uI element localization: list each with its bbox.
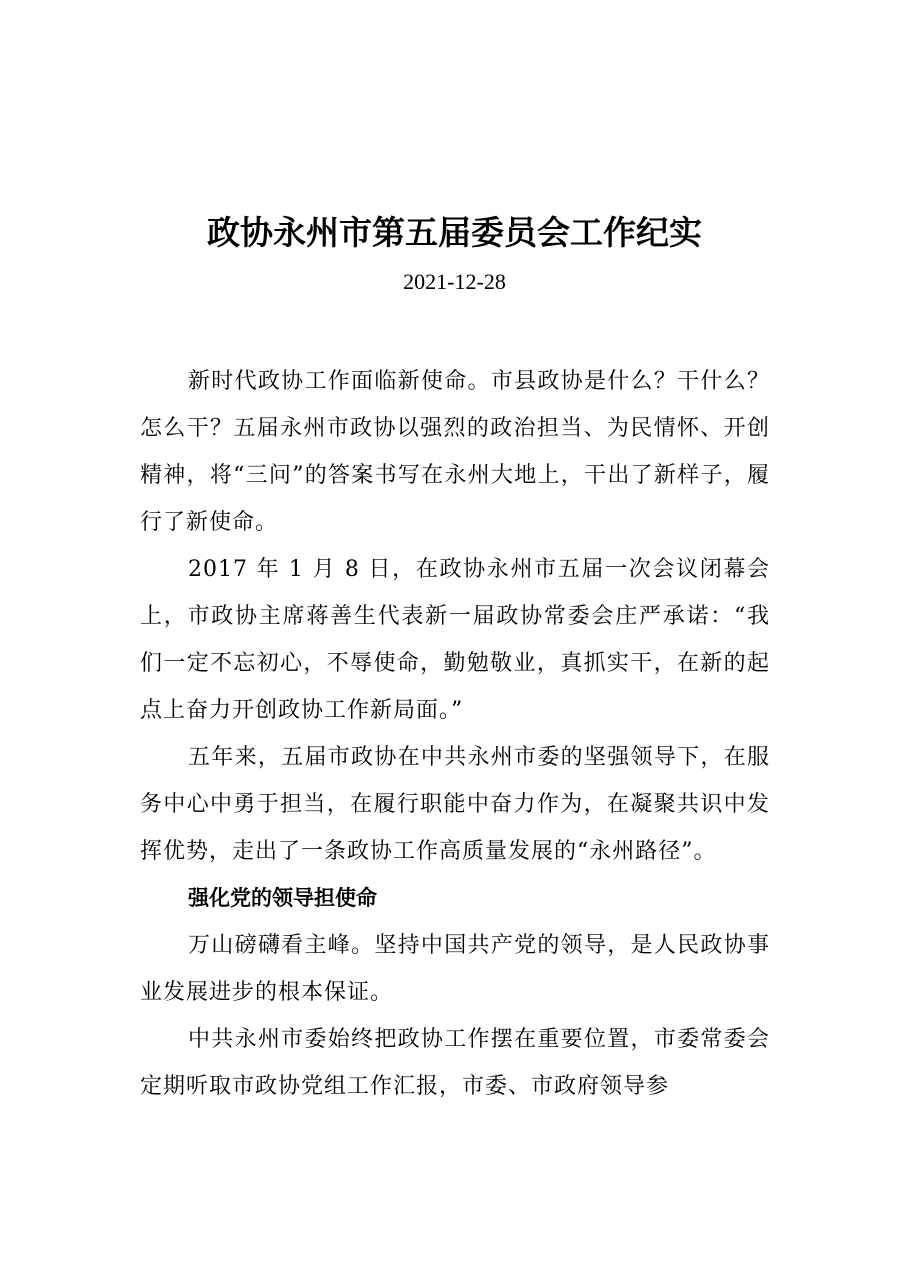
paragraph-five-years: 五年来，五届市政协在中共永州市委的坚强领导下，在服务中心中勇于担当，在履行职能中奋力作为，在凝聚共识中发挥优势，走出了一条政协工作高质量发展的“永州路径”。: [140, 745, 770, 864]
document-title: 政协永州市第五届委员会工作纪实: [207, 213, 702, 252]
section-heading: 强化党的领导担使命: [188, 886, 377, 910]
document-body: [140, 358, 770, 1110]
document-date: 2021-12-28: [403, 269, 506, 294]
paragraph-party-leadership: 万山磅礴看主峰。坚持中国共产党的领导，是人民政协事业发展进步的根本保证。: [140, 933, 770, 1005]
paragraph-intro: 新时代政协工作面临新使命。市县政协是什么？干什么？怎么干？五届永州市政协以强烈的政治担当、为民情怀、开创精神，将“三问”的答案书写在永州大地上，干出了新样子，履行了新使命。: [140, 369, 770, 535]
paragraph-municipal-committee: 中共永州市委始终把政协工作摆在重要位置，市委常委会定期听取市政协党组工作汇报，市委、市政府领导参: [140, 1027, 770, 1099]
paragraph-promise: 2017 年 1 月 8 日，在政协永州市五届一次会议闭幕会上，市政协主席蒋善生代表新一届政协常委会庄严承诺：“我们一定不忘初心，不辱使命，勤勉敬业，真抓实干，在新的起点上奋力开创政协工作新局面。”: [140, 557, 770, 723]
